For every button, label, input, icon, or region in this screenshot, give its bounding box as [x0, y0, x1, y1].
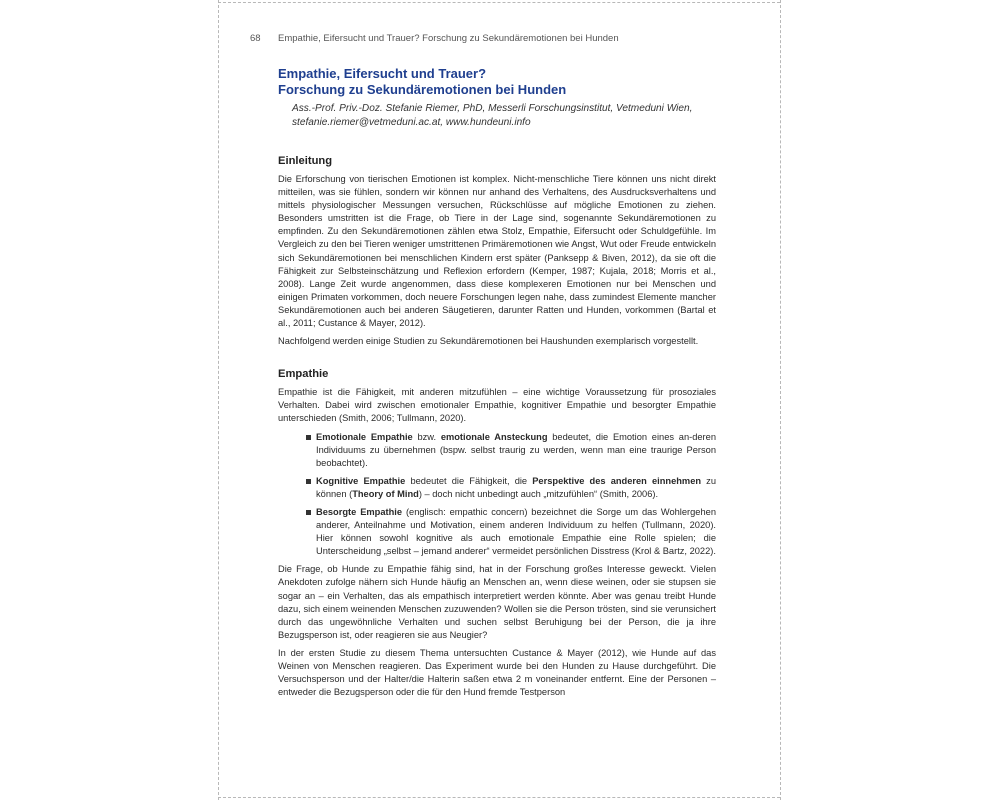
empathy-types-list [278, 431, 716, 559]
author-contact: stefanie.riemer@vetmeduni.ac.at, www.hundeuni.info [292, 117, 531, 128]
article-title-line-2: Forschung zu Sekundäremotionen bei Hunden [278, 81, 567, 97]
page-number: 68 [250, 33, 261, 44]
term: emotionale Ansteckung [440, 431, 548, 442]
paragraph-einleitung-1: Die Erforschung von tierischen Emotionen ist komplex. Nicht-menschliche Tiere können uns nicht direkt mitteilen, was sie fühlen, sondern wir können nur anhand des Verhaltens, des Ausdrucksverhaltens und mittels physiologischer Messungen versuchen, Rückschlüsse auf mögliche Emotionen zu ziehen. Besonders umstritten ist die Frage, ob Tiere in der Lage sind, sogenannte Sekundäremotionen zu empfinden. Zu den Sekundäremotionen zählen etwa Stolz, Empathie, Eifersucht oder Schuldgefühle. Im Vergleich zu den bei Tieren weniger umstrittenen Primäremotionen wie Angst, Wut oder Freude entwickeln sich Sekundäremotionen bei menschlichen Kindern erst später (Panksepp & Biven, 2012), da sie oft die Fähigkeit zur Selbsteinschätzung und Reflexion erfordern (Kemper, 1987; Kujala, 2018; Morris et al., 2008). Lange Zeit wurde angenommen, dass diese komplexeren Emotionen nur bei Menschen und einigen Primaten vorkommen, doch neuere Forschungen legen nahe, dass zumindest Elemente mancher Sekundäremotionen auch bei anderen Säugetieren, darunter Ratten und Hunden, vorkommen (Bartal et al., 2011; Custance & Mayer, 2012). [278, 174, 716, 329]
running-title: Empathie, Eifersucht und Trauer? Forschung zu Sekundäremotionen bei Hunden [278, 33, 619, 44]
article-title [278, 66, 716, 97]
crop-line-left [218, 0, 219, 800]
list-item-emotional-empathy [306, 431, 716, 470]
author-affiliation: Ass.-Prof. Priv.-Doz. Stefanie Riemer, PhD, Messerli Forschungsinstitut, Vetmeduni Wien, [292, 103, 693, 114]
square-bullet-icon [306, 435, 311, 440]
article-title-line-1: Empathie, Eifersucht und Trauer? [278, 66, 487, 81]
term: Kognitive Empathie [316, 475, 406, 486]
square-bullet-icon [306, 479, 311, 484]
text: bedeutet die Fähigkeit, die [405, 475, 533, 486]
paragraph-empathie-2: Die Frage, ob Hunde zu Empathie fähig sind, hat in der Forschung großes Interesse geweckt. Vielen Anekdoten zufolge nähern sich Hunde häufig an Menschen an, wenn diese weinen, oder sie stupsen sie sogar an – ein Verhalten, das als empathisch interpretiert werden könnte. Aber was genau treibt Hunde dazu, sich einem weinenden Menschen zuzuwenden? Wollen sie die Person trösten, sind sie verunsichert durch das ungewöhnliche Verhalten und suchen selbst Beruhigung bei der Person, die ja ihre Bezugsperson ist, oder reagieren sie aus Neugier? [278, 564, 716, 640]
text: bzw. [412, 431, 441, 442]
paragraph-empathie-1: Empathie ist die Fähigkeit, mit anderen mitzufühlen – eine wichtige Voraussetzung für prosoziales Verhalten. Dabei wird zwischen emotionaler Empathie, kognitiver Empathie und besorgter Empathie unterschieden (Smith, 2006; Tullmann, 2020). [278, 387, 716, 424]
heading-empathie: Empathie [278, 368, 329, 381]
paragraph-einleitung-2: Nachfolgend werden einige Studien zu Sekundäremotionen bei Haushunden exemplarisch vorgestellt. [278, 336, 699, 347]
author-info [292, 102, 716, 130]
text: ) – doch nicht unbedingt auch „mitzufühlen“ (Smith, 2006). [418, 488, 659, 499]
article-body [278, 66, 716, 699]
crop-line-right [780, 0, 781, 800]
crop-line-bottom [218, 797, 780, 798]
square-bullet-icon [306, 510, 311, 515]
term: Besorgte Empathie [316, 506, 403, 517]
text: (englisch: empathic concern) bezeichnet die Sorge um das Wohlergehen anderer, Anteilnahme und Motivation, einem anderen Individuum zu helfen (Tullmann, 2020). Hier können sowohl kognitive als auch emotionale Empathie eine Rolle spielen; die Unterscheidung „selbst – jemand anderer“ vermeidet persönlichen Disstress (Krol & Bartz, 2022). [316, 506, 716, 557]
term: Emotionale Empathie [316, 431, 413, 442]
text: zu können ( [316, 475, 716, 499]
paragraph-empathie-3: In der ersten Studie zu diesem Thema untersuchten Custance & Mayer (2012), wie Hunde auf das Weinen von Menschen reagieren. Das Experiment wurde bei den Hunden zu Hause durchgeführt. Die Versuchsperson und der Halter/die Halterin saßen etwa 2 m voneinander entfernt. Eine der Personen – entweder die Bezugsperson oder die für den Hund fremde Testperson [278, 647, 716, 698]
list-item-concerned-empathy [306, 506, 716, 558]
list-item-cognitive-empathy [306, 475, 716, 501]
heading-einleitung: Einleitung [278, 155, 333, 167]
crop-line-top [218, 2, 780, 3]
term: Theory of Mind [352, 488, 419, 499]
running-header [250, 33, 619, 44]
term: Perspektive des anderen einnehmen [532, 475, 702, 486]
text: bedeutet, die Emotion eines an-deren Individuums zu übernehmen (bspw. selbst traurig zu werden, wenn man eine traurige Person beobachtet). [316, 431, 716, 468]
